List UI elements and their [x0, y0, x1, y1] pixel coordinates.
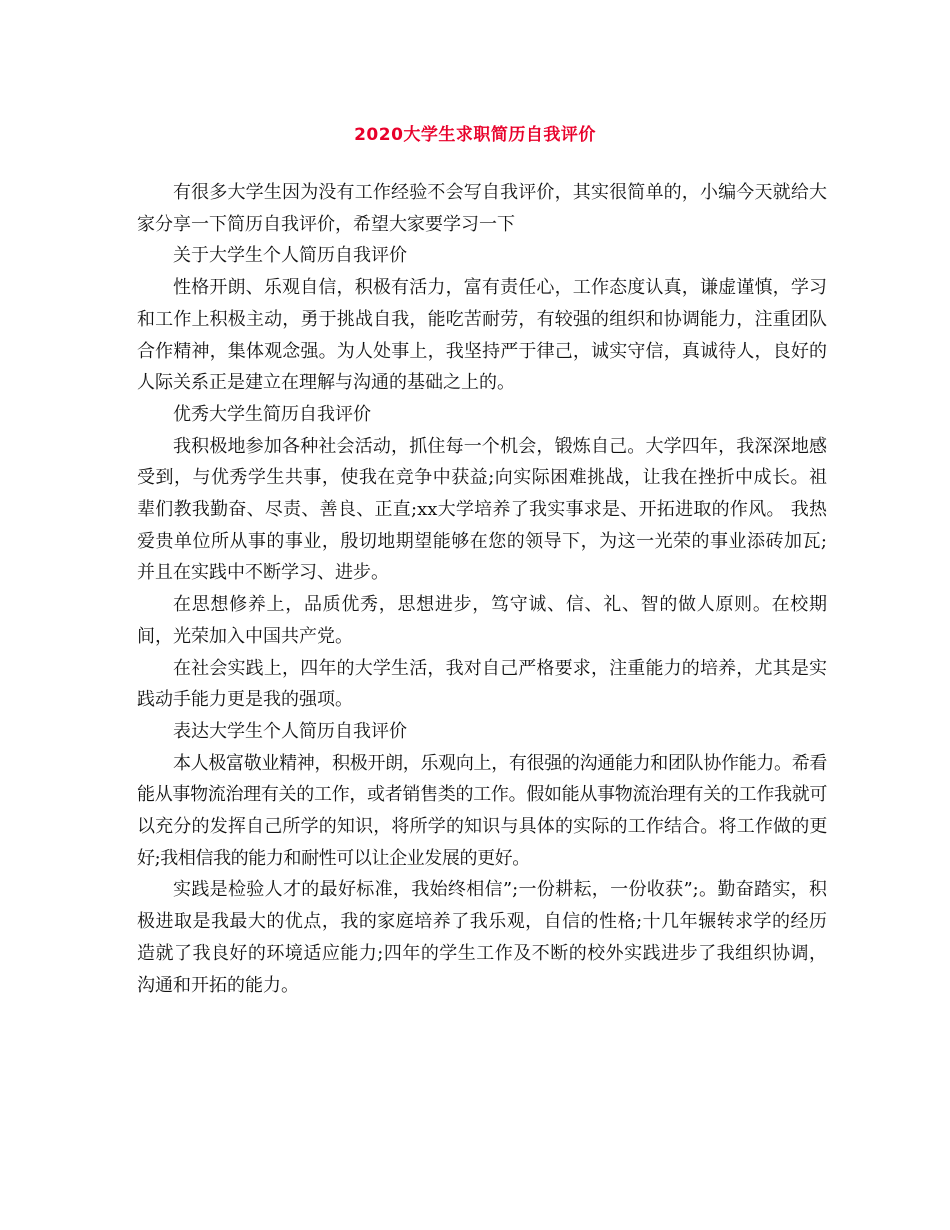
intro-paragraph: 有很多大学生因为没有工作经验不会写自我评价，其实很简单的，小编今天就给大家分享一下简历自我评价，希望大家要学习一下 [137, 182, 827, 235]
section-2-paragraph-2: 在思想修养上，品质优秀，思想进步，笃守诚、信、礼、智的做人原则。在校期间，光荣加入中国共产党。 [137, 594, 827, 647]
document-body [137, 177, 827, 1001]
section-1-paragraph-1: 性格开朗、乐观自信，积极有活力，富有责任心，工作态度认真，谦虚谨慎，学习和工作上积极主动，勇于挑战自我，能吃苦耐劳，有较强的组织和协调能力，注重团队合作精神，集体观念强。为人处事上，我坚持严于律己，诚实守信，真诚待人，良好的人际关系正是建立在理解与沟通的基础之上的。 [137, 277, 827, 394]
section-heading-personal: 关于大学生个人简历自我评价 [173, 245, 407, 267]
section-heading-expression: 表达大学生个人简历自我评价 [173, 720, 407, 742]
section-3-paragraph-2: 实践是检验人才的最好标准，我始终相信”;一份耕耘，一份收获”;。勤奋踏实，积极进取是我最大的优点，我的家庭培养了我乐观，自信的性格;十几年辗转求学的经历造就了我良好的环境适应能力;四年的学生工作及不断的校外实践进步了我组织协调，沟通和开拓的能力。 [137, 879, 827, 996]
section-heading-excellent: 优秀大学生简历自我评价 [173, 403, 371, 425]
document-title: 2020大学生求职简历自我评价 [354, 125, 596, 145]
section-2-paragraph-3: 在社会实践上，四年的大学生活，我对自己严格要求，注重能力的培养，尤其是实践动手能力更是我的强项。 [137, 657, 827, 711]
section-3-paragraph-1: 本人极富敬业精神，积极开朗，乐观向上，有很强的沟通能力和团队协作能力。希看能从事物流治理有关的工作，或者销售类的工作。假如能从事物流治理有关的工作我就可以充分的发挥自己所学的知识，将所学的知识与具体的实际的工作结合。将工作做的更好;我相信我的能力和耐性可以让企业发展的更好。 [137, 752, 827, 869]
section-2-paragraph-1: 我积极地参加各种社会活动，抓住每一个机会，锻炼自己。大学四年，我深深地感受到，与优秀学生共事，使我在竞争中获益;向实际困难挑战，让我在挫折中成长。祖辈们教我勤奋、尽责、善良、正直;xx大学培养了我实事求是、开拓进取的作风。 我热爱贵单位所从事的事业，殷切地期望能够在您的领导下，为这一光荣的事业添砖加瓦;并且在实践中不断学习、进步。 [137, 435, 827, 584]
